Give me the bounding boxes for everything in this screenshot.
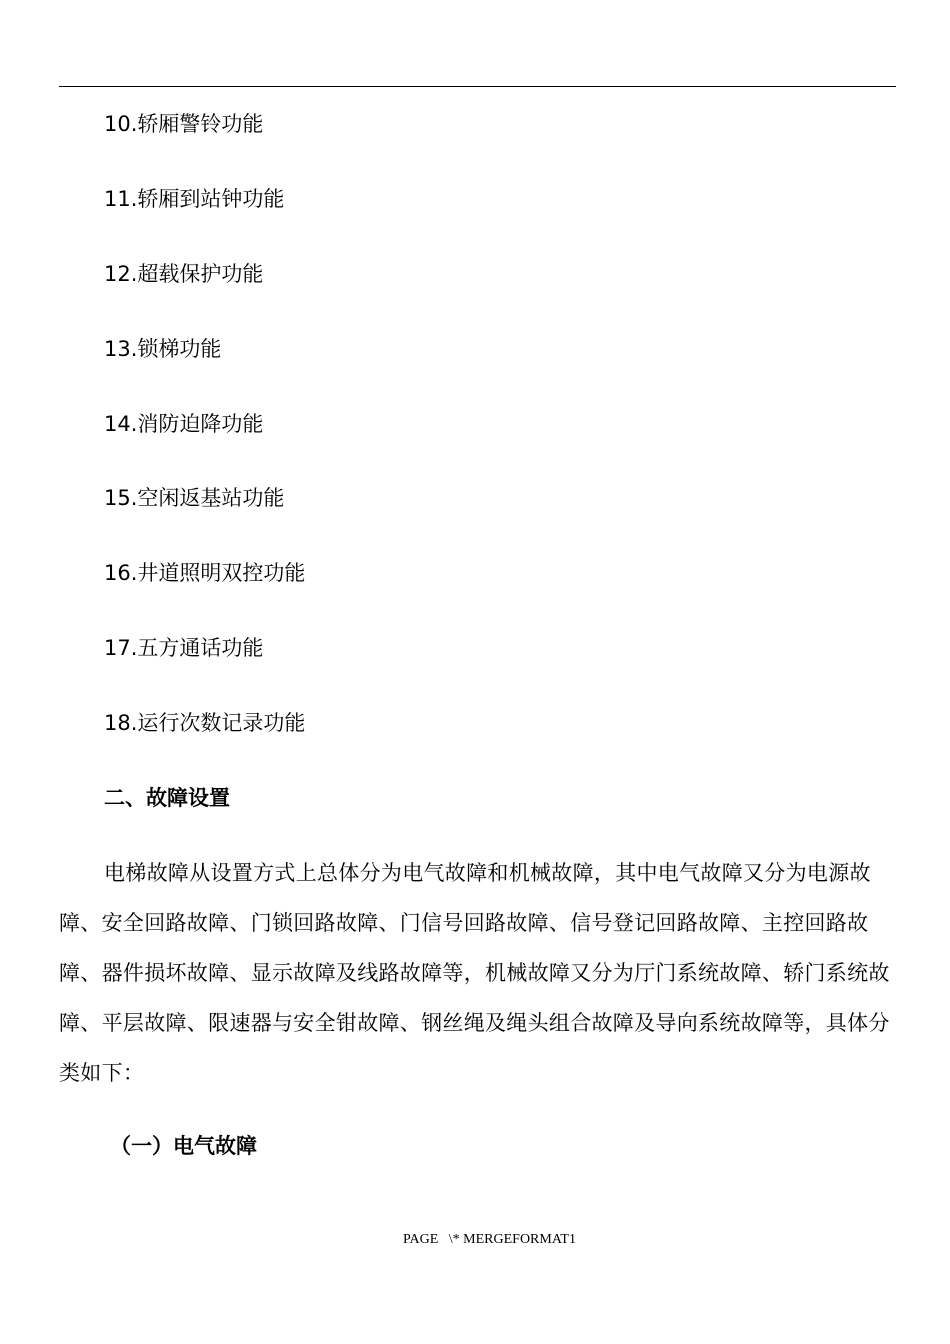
list-item: 17.五方通话功能 [104, 636, 264, 660]
body-paragraph: 电梯故障从设置方式上总体分为电气故障和机械故障，其中电气故障又分为电源故障、安全回路故障、门锁回路故障、门信号回路故障、信号登记回路故障、主控回路故障、器件损坏故障、显示故障及线路故障等，机械故障又分为厅门系统故障、轿门系统故障、平层故障、限速器与安全钳故障、钢丝绳及绳头组合故障及导向系统故障等，具体分类如下： [59, 861, 890, 1085]
section-heading: 二、故障设置 [104, 786, 230, 810]
list-item: 16.井道照明双控功能 [104, 561, 306, 585]
list-item: 13.锁梯功能 [104, 337, 222, 361]
page-footer: PAGE \* MERGEFORMAT1 [403, 1232, 576, 1247]
list-item: 10.轿厢警铃功能 [104, 112, 264, 136]
list-item: 12.超载保护功能 [104, 262, 264, 286]
header-rule [59, 86, 896, 87]
sub-heading: （一）电气故障 [110, 1134, 257, 1158]
list-item: 18.运行次数记录功能 [104, 711, 306, 735]
list-item: 11.轿厢到站钟功能 [104, 187, 285, 211]
list-item: 15.空闲返基站功能 [104, 486, 285, 510]
list-item: 14.消防迫降功能 [104, 412, 264, 436]
